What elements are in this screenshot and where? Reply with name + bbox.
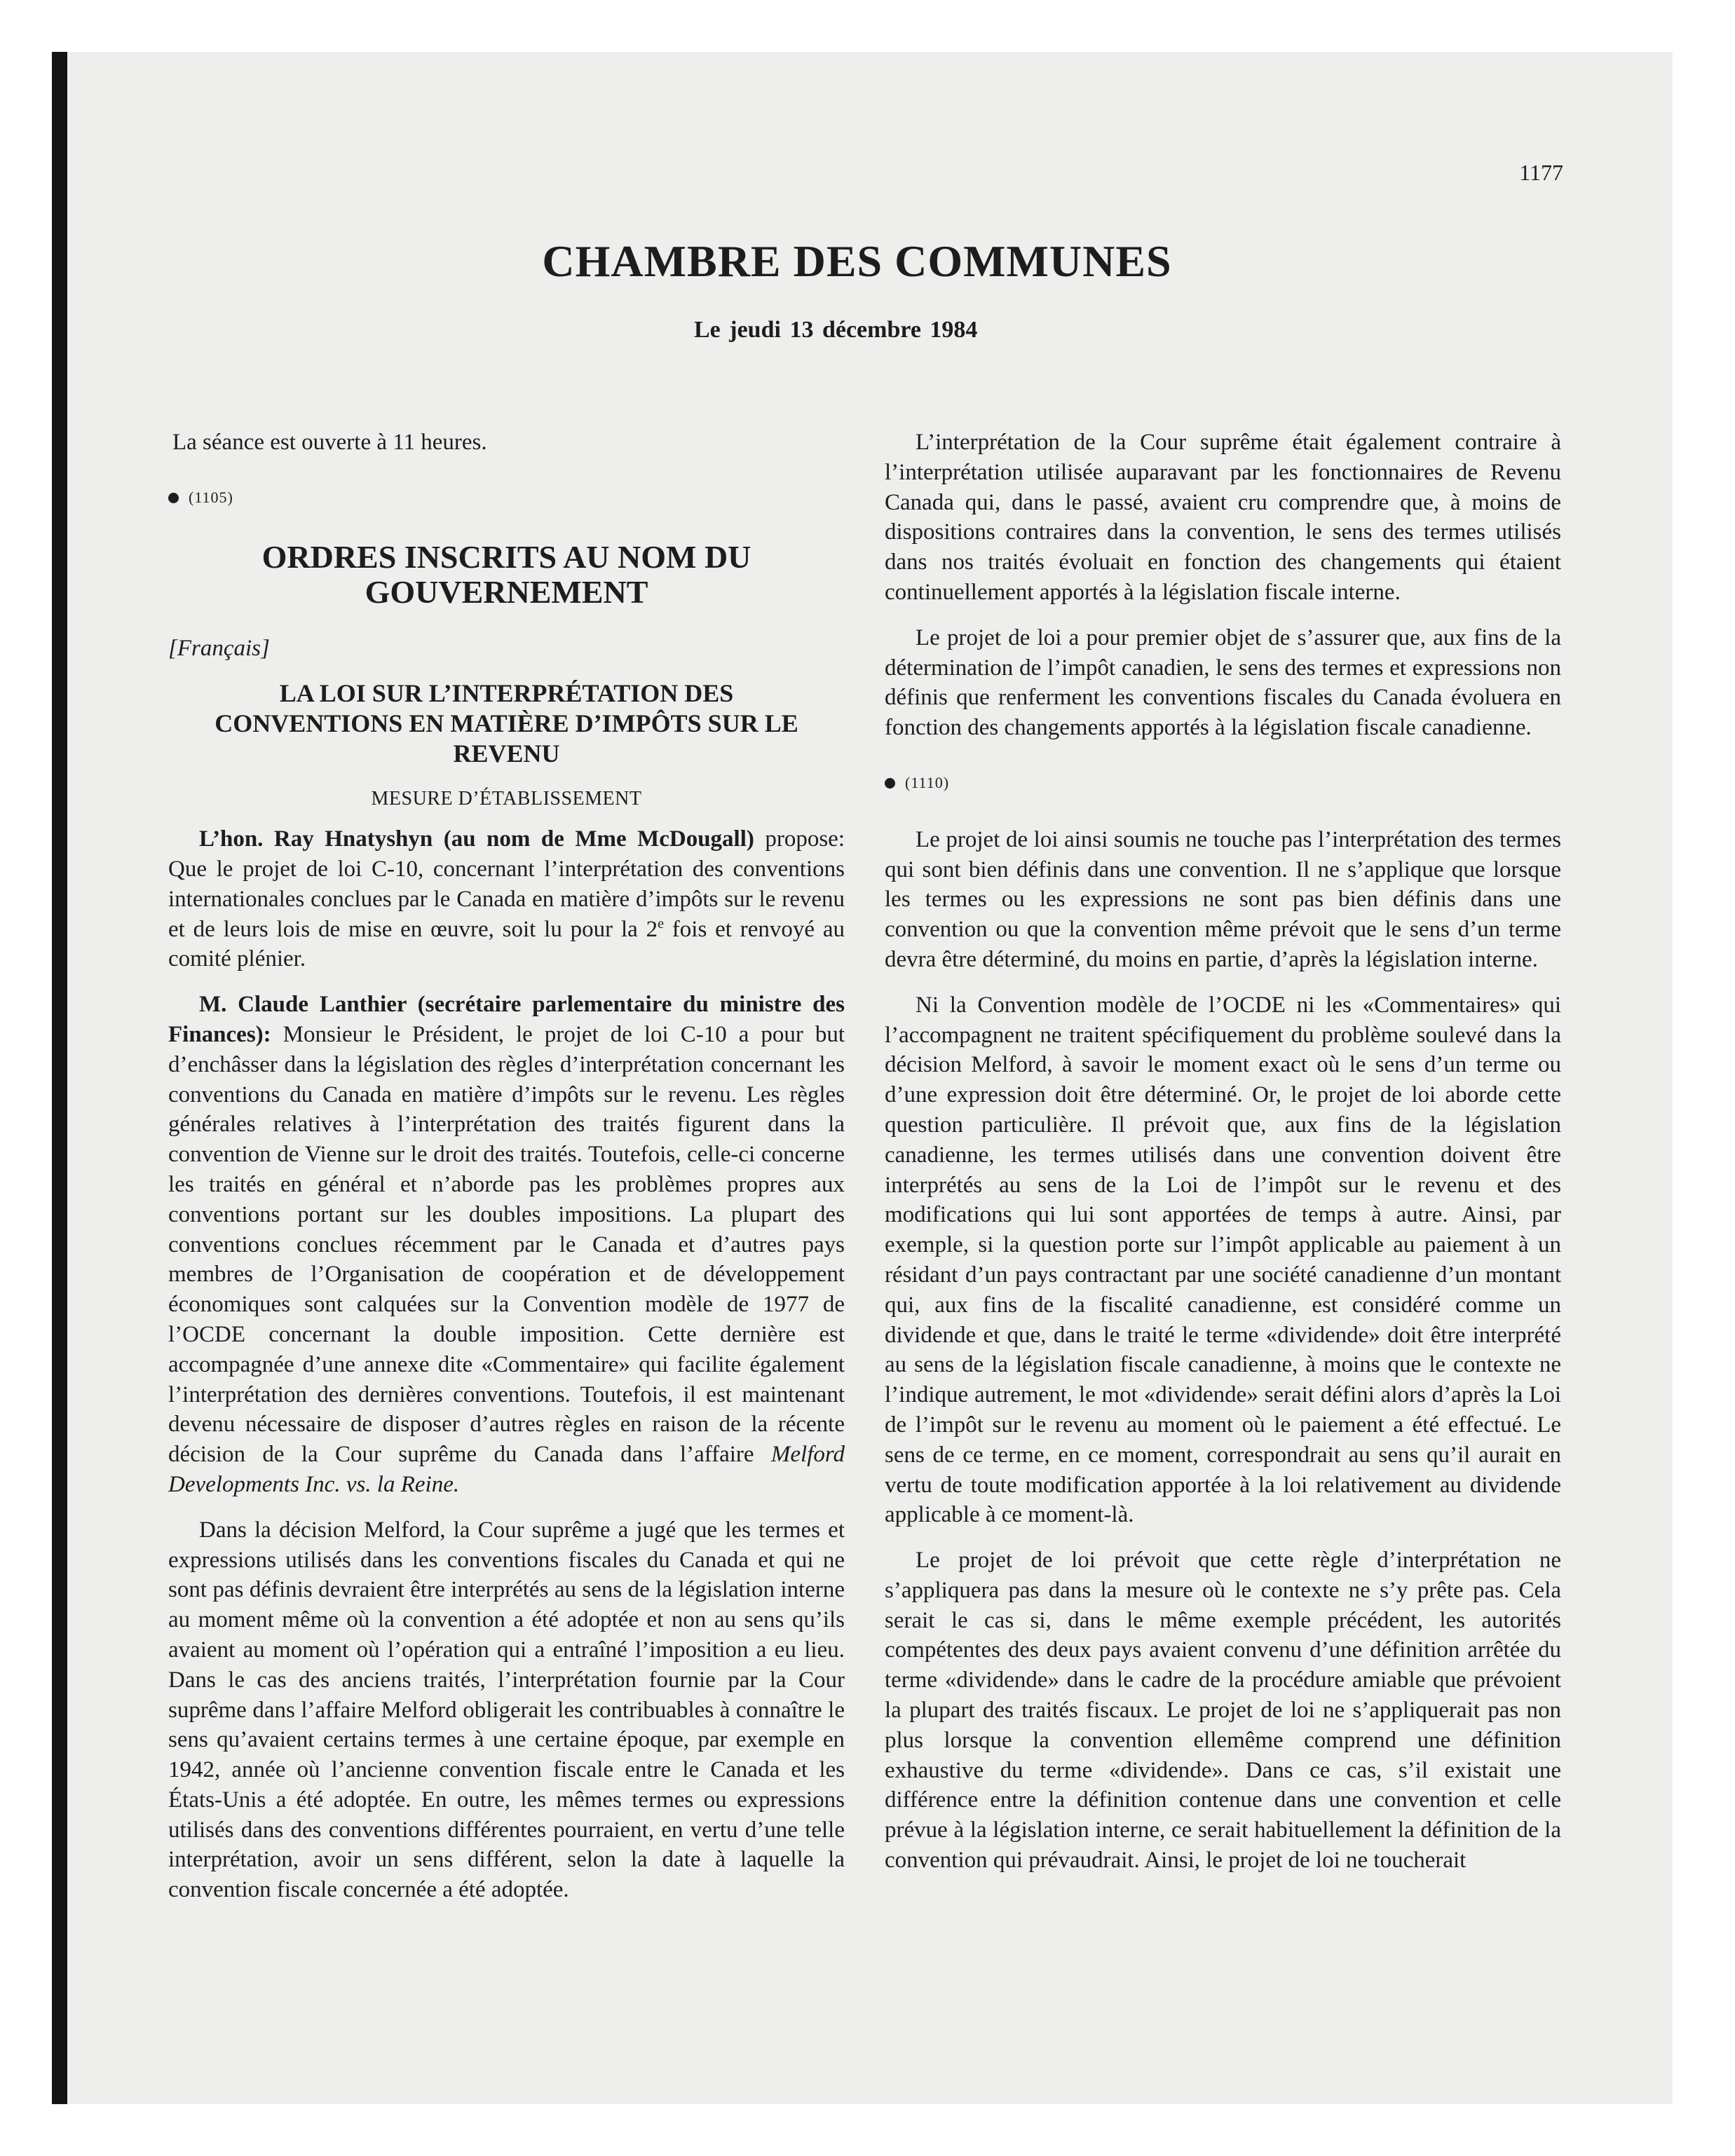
scan-edge xyxy=(52,52,67,2104)
bullet-icon xyxy=(885,778,895,789)
paragraph-gap xyxy=(885,608,1561,623)
motion-text: propose: Que le projet de loi C-10, concernant l’interprétation des conventions internationales conclues par le Canada en matière d’impôts sur le revenu et de leurs lois de mise en œuvre, soit lu pour la 2 xyxy=(168,826,845,942)
motion-text-end: fois et renvoyé au comité plénier. xyxy=(168,916,845,972)
sitting-date: Le jeudi 13 décembre 1984 xyxy=(694,317,978,343)
time-marker xyxy=(168,483,845,513)
bullet-icon xyxy=(168,493,179,503)
speaker-name: L’hon. Ray Hnatyshyn (au nom de Mme McDougall) xyxy=(199,826,754,852)
paragraph-gap xyxy=(885,1530,1561,1546)
paragraph: Ni la Convention modèle de l’OCDE ni les «Commentaires» qui l’accompagnent ne traitent spécifiquement du problème soulevé dans la décision Melford, à savoir le moment exact où le sens d’un terme ou d’une expression doit être déterminé. Or, le projet de loi aborde cette question particulière. Il prévoit que, aux fins de la législation canadienne, les termes utilisés dans une convention doivent être interprétés au sens de la Loi de l’impôt sur le revenu et des modifications qui lui sont apportées de temps à autre. Ainsi, par exemple, si la question porte sur l’impôt applicable au paiement à un résidant d’un pays contractant par une société canadienne d’un montant qui, aux fins de la fiscalité canadienne, est considéré comme un dividende et que, dans le traité le terme «dividende» doit être interprété au sens de la législation fiscale canadienne, à moins que le contexte ne l’indique autrement, le mot «dividende» serait défini alors d’après la Loi de l’impôt sur le revenu au moment où le paiement a été effectué. Le sens de ce terme, en ce moment, correspondrait au sens qu’il aurait en vertu de toute modification apportée à la loi relativement au dividende applicable à ce moment-là. xyxy=(885,992,1561,1528)
paragraph: Le projet de loi a pour premier objet de s’assurer que, aux fins de la détermination de l’impôt canadien, le sens des termes et expressions non définis que renferment les conventions fiscales du Canada évoluera en fonction des changements apportés à la législation fiscale canadienne. xyxy=(885,625,1561,741)
opening-line: La séance est ouverte à 11 heures. xyxy=(172,430,487,455)
left-column xyxy=(168,428,845,1905)
right-column xyxy=(885,428,1561,1876)
measure-label: MESURE D’ÉTABLISSEMENT xyxy=(371,788,642,810)
speaker-name: M. Claude Lanthier (secrétaire parlementaire du ministre des Finances): xyxy=(168,992,845,1047)
motion-paragraph xyxy=(168,824,845,974)
paragraph: Dans la décision Melford, la Cour suprême a jugé que les termes et expressions utilisés dans les conventions fiscales du Canada et qui ne sont pas définis devraient être interprétés au sens de la législation interne au moment même où la convention a été adoptée et non au sens qu’ils avaient au moment où l’opération qui a entraîné l’imposition a eu lieu. Dans le cas des anciens traités, l’interprétation fournie par la Cour suprême dans l’affaire Melford obligerait les contribuables à connaître le sens qu’avaient certains termes à une certaine époque, par exemple en 1942, année où l’ancienne convention fiscale entre le Canada et les États-Unis a été adoptée. En outre, les mêmes termes ou expressions utilisés dans des conventions différentes pourraient, en vertu d’une telle interprétation, avoir un sens différent, selon la date à laquelle la convention fiscale concernée a été adoptée. xyxy=(168,1517,845,1903)
paragraph: Le projet de loi ainsi soumis ne touche pas l’interprétation des termes qui sont bien définis dans une convention. Il ne s’applique que lorsque les termes ou les expressions ne sont pas bien définis dans une convention ou que la convention même prévoit que le sens d’un terme devra être déterminé, du moins en partie, d’après la législation interne. xyxy=(885,826,1561,972)
paragraph: Le projet de loi prévoit que cette règle d’interprétation ne s’appliquera pas dans la mesure où le contexte ne s’y prête pas. Cela serait le cas si, dans le même exemple précédent, les autorités compétentes des deux pays avaient convenu d’une définition arrêtée du terme «dividende» dans le cadre de la procédure amiable que prévoient la plupart des traités fiscaux. Le projet de loi ne s’appliquerait pas non plus lorsque la convention ellemême comprend une définition exhaustive du terme «dividende». Dans ce cas, s’il existait une différence entre la définition contenue dans une convention et celle prévue à la législation interne, ce serait habituellement la définition de la convention qui prévaudrait. Ainsi, le projet de loi ne toucherait xyxy=(885,1548,1561,1874)
speech-paragraph xyxy=(168,990,845,1500)
paragraph-gap xyxy=(885,975,1561,990)
language-tag: [Français] xyxy=(168,635,270,661)
section-heading: ORDRES INSCRITS AU NOM DU GOUVERNEMENT xyxy=(261,538,751,610)
paragraph-gap xyxy=(168,974,845,990)
superscript: e xyxy=(658,915,664,932)
time-marker xyxy=(885,768,1561,798)
time-marker-label: (1110) xyxy=(905,773,950,791)
page-number: 1177 xyxy=(1519,160,1563,185)
speech-text: Monsieur le Président, le projet de loi C-10 a pour but d’enchâsser dans la législation des règles d’interprétation concernant les conventions du Canada en matière d’impôts sur le revenu. Les règles générales relatives à l’interprétation des traités figurent dans la convention de Vienne sur le droit des traités. Toutefois, celle-ci concerne les traités en général et n’aborde pas les problèmes propres aux conventions portant sur les doubles impositions. La plupart des conventions conclues récemment par le Canada et d’autres pays membres de l’Organisation de coopération et de développement économiques sont calquées sur la Convention modèle de 1977 de l’OCDE concernant la double imposition. Cette dernière est accompagnée d’une annexe dite «Commentaire» qui facilite également l’interprétation des dernières conventions. Toutefois, il est maintenant devenu nécessaire de disposer d’autres règles en raison de la récente décision de la Cour suprême du Canada dans l’affaire xyxy=(168,1021,845,1468)
paragraph-gap xyxy=(168,1500,845,1515)
page-title: CHAMBRE DES COMMUNES xyxy=(542,236,1172,286)
paragraph: L’interprétation de la Cour suprême était également contraire à l’interprétation utilisée auparavant par les fonctionnaires de Revenu Canada qui, dans le passé, avaient cru comprendre que, à moins de dispositions contraires dans la convention, le sens des termes utilisés dans nos traités évoluait en fonction des changements qui étaient continuellement apportés à la législation fiscale interne. xyxy=(885,430,1561,605)
case-name: Melford Developments Inc. vs. la Reine. xyxy=(168,1442,845,1497)
time-marker-label: (1105) xyxy=(189,488,233,506)
bill-title: LA LOI SUR L’INTERPRÉTATION DES CONVENTIONS EN MATIÈRE D’IMPÔTS SUR LE REVENU xyxy=(215,679,798,768)
